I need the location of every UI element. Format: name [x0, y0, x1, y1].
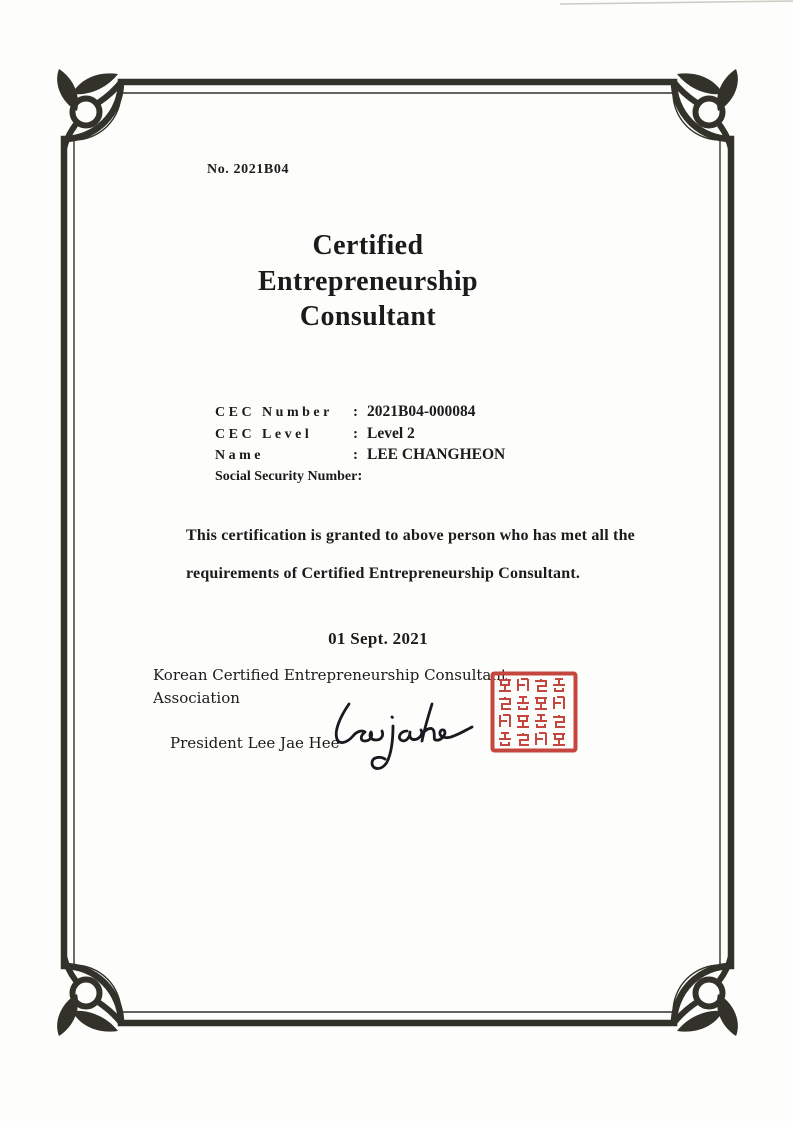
field-value: Level 2 [367, 424, 415, 442]
credential-fields [215, 403, 505, 489]
title-line-3: Consultant [299, 301, 437, 332]
title-line-2: Entrepreneurship [257, 265, 479, 297]
field-row-social-security-number [215, 468, 505, 490]
issue-date: 01 Sept. 2021 [328, 629, 428, 648]
president-signature [332, 698, 474, 776]
seal-glyphs [493, 674, 576, 751]
field-colon: : [357, 467, 363, 484]
field-row-cec-number [215, 403, 505, 425]
field-colon: : [353, 404, 358, 420]
issuer-line-2: Association [153, 688, 240, 707]
field-colon: : [353, 425, 358, 442]
statement-line-2: requirements of Certified Entrepreneurship Consultant. [186, 565, 581, 582]
field-value: 2021B04-000084 [367, 403, 476, 420]
outer-border-line [64, 82, 731, 1023]
field-label: CEC Number [215, 405, 333, 420]
scan-edge-line [560, 1, 793, 4]
field-row-name [215, 446, 505, 468]
field-colon: : [353, 447, 358, 463]
field-value: LEE CHANGHEON [367, 446, 506, 463]
certificate-title [0, 228, 736, 335]
issuer-line-1: Korean Certified Entrepreneurship Consultant [153, 666, 508, 684]
statement-line-1: This certification is granted to above person who has met all the [186, 527, 635, 544]
president-name: President Lee Jae Hee [170, 734, 340, 752]
certificate-number: No. 2021B04 [207, 162, 290, 177]
field-label: Social Security Number [215, 468, 358, 484]
field-label: CEC Level [215, 426, 313, 442]
field-row-cec-level [215, 425, 505, 447]
title-line-1: Certified [312, 230, 424, 261]
field-label: Name [215, 448, 264, 463]
korean-seal-stamp [490, 671, 578, 753]
